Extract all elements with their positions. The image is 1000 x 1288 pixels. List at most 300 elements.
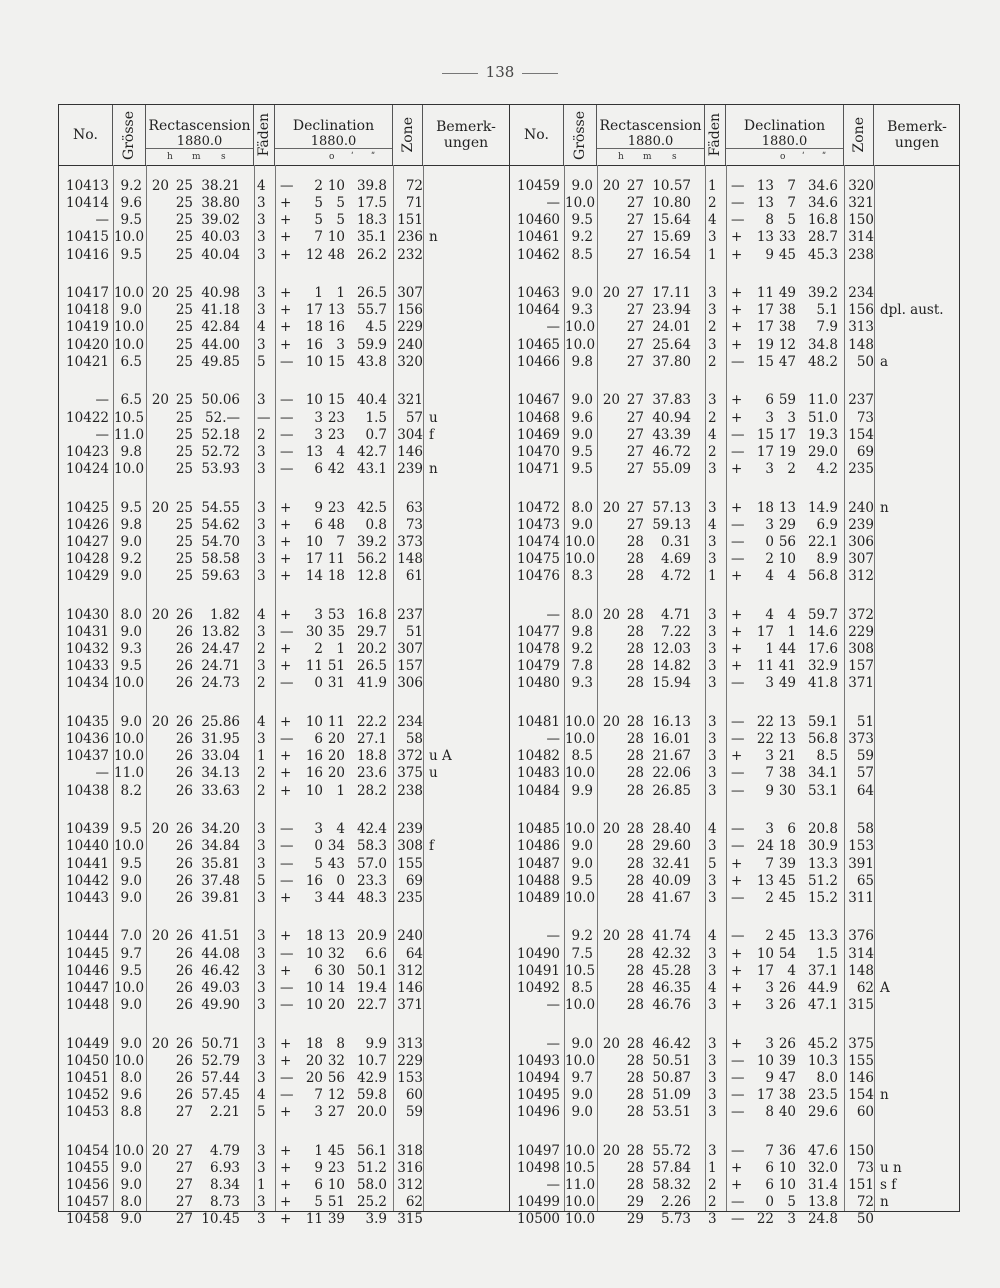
star-number: 10415 bbox=[66, 229, 109, 246]
ra-minutes: 26 bbox=[175, 928, 193, 945]
threads: 4 bbox=[257, 319, 266, 336]
dec-minutes: 19 bbox=[778, 443, 796, 460]
ra-minutes: 26 bbox=[175, 765, 193, 782]
star-number: 10428 bbox=[66, 551, 109, 568]
threads: 3 bbox=[708, 229, 717, 246]
zone: 307 bbox=[848, 551, 874, 568]
ra-minutes: 27 bbox=[175, 1194, 193, 1211]
dec-sign: — bbox=[280, 1069, 294, 1086]
dec-degrees: 9 bbox=[314, 499, 323, 516]
threads: 3 bbox=[708, 551, 717, 568]
zone: 312 bbox=[848, 568, 874, 585]
ra-seconds: 14.82 bbox=[652, 658, 691, 675]
magnitude: 9.6 bbox=[120, 1087, 142, 1104]
ra-minutes: 27 bbox=[626, 336, 644, 353]
ra-minutes: 28 bbox=[626, 533, 644, 550]
catalog-row bbox=[510, 319, 960, 336]
header-rectascension: Rectascension 1880.0 h m s bbox=[597, 105, 705, 165]
catalog-row bbox=[59, 856, 509, 873]
ra-seconds: 16.54 bbox=[652, 246, 691, 263]
dec-minutes: 3 bbox=[787, 1211, 796, 1228]
dec-minutes: 4 bbox=[336, 821, 345, 838]
dec-sign: + bbox=[280, 302, 292, 319]
dec-degrees: 1 bbox=[314, 1142, 323, 1159]
ra-seconds: 52.72 bbox=[201, 443, 240, 460]
catalog-row bbox=[59, 607, 509, 624]
threads: 2 bbox=[708, 195, 717, 212]
star-number: 10417 bbox=[66, 285, 109, 302]
magnitude: 8.2 bbox=[120, 782, 142, 799]
dec-degrees: 11 bbox=[305, 658, 323, 675]
dec-sign: — bbox=[731, 821, 745, 838]
dec-minutes: 20 bbox=[327, 996, 345, 1013]
dec-minutes: 47 bbox=[778, 353, 796, 370]
ra-seconds: 24.73 bbox=[201, 675, 240, 692]
dec-degrees: 16 bbox=[305, 336, 323, 353]
ra-minutes: 26 bbox=[175, 838, 193, 855]
remarks: n bbox=[880, 1194, 889, 1211]
ra-seconds: 52.79 bbox=[201, 1052, 240, 1069]
dec-seconds: 59.7 bbox=[807, 606, 838, 623]
star-number: 10480 bbox=[517, 675, 560, 692]
dec-seconds: 8.9 bbox=[816, 551, 838, 568]
header-no: No. bbox=[59, 105, 113, 165]
ra-minutes: 28 bbox=[626, 1035, 644, 1052]
dec-minutes: 51 bbox=[327, 658, 345, 675]
threads: 3 bbox=[257, 516, 266, 533]
dec-minutes: 38 bbox=[778, 765, 796, 782]
remarks: n bbox=[880, 1087, 889, 1104]
dec-minutes: 26 bbox=[778, 1035, 796, 1052]
dec-sign: + bbox=[280, 499, 292, 516]
catalog-row bbox=[510, 873, 960, 890]
catalog-row bbox=[510, 212, 960, 229]
zone: 313 bbox=[397, 1035, 423, 1052]
star-number: 10422 bbox=[66, 409, 109, 426]
ra-hours: 20 bbox=[602, 928, 620, 945]
ra-seconds: 35.81 bbox=[201, 855, 240, 872]
star-number: 10419 bbox=[66, 319, 109, 336]
threads: 3 bbox=[257, 212, 266, 229]
dec-minutes: 30 bbox=[778, 782, 796, 799]
ra-minutes: 26 bbox=[175, 945, 193, 962]
ra-seconds: 52.— bbox=[205, 409, 240, 426]
dec-seconds: 47.6 bbox=[807, 1142, 838, 1159]
zone: 239 bbox=[397, 821, 423, 838]
star-number: 10498 bbox=[517, 1159, 560, 1176]
threads: 3 bbox=[708, 782, 717, 799]
star-number: 10486 bbox=[517, 838, 560, 855]
column-header-row bbox=[510, 105, 960, 166]
star-number: 10451 bbox=[66, 1069, 109, 1086]
star-number: 10425 bbox=[66, 499, 109, 516]
dec-minutes: 3 bbox=[336, 336, 345, 353]
dec-sign: — bbox=[731, 1142, 745, 1159]
magnitude: 6.5 bbox=[120, 392, 142, 409]
magnitude: 9.5 bbox=[571, 872, 593, 889]
magnitude: 8.5 bbox=[571, 979, 593, 996]
catalog-row bbox=[510, 178, 960, 195]
dec-sign: + bbox=[731, 979, 743, 996]
dec-degrees: 0 bbox=[765, 1194, 774, 1211]
ra-seconds: 2.26 bbox=[660, 1194, 691, 1211]
catalog-row bbox=[59, 890, 509, 907]
dec-degrees: 17 bbox=[756, 962, 774, 979]
magnitude: 9.9 bbox=[571, 782, 593, 799]
dec-seconds: 17.6 bbox=[807, 641, 838, 658]
star-number: 10434 bbox=[66, 675, 109, 692]
dec-minutes: 39 bbox=[327, 1211, 345, 1228]
dec-sign: — bbox=[280, 623, 294, 640]
magnitude: 10.5 bbox=[565, 962, 596, 979]
ra-seconds: 28.40 bbox=[652, 821, 691, 838]
catalog-row bbox=[510, 337, 960, 354]
catalog-row bbox=[510, 195, 960, 212]
threads: 3 bbox=[257, 821, 266, 838]
dec-degrees: 3 bbox=[314, 606, 323, 623]
dec-minutes: 49 bbox=[778, 675, 796, 692]
dec-degrees: 18 bbox=[305, 1035, 323, 1052]
magnitude: 7.5 bbox=[571, 945, 593, 962]
ra-seconds: 4.79 bbox=[209, 1142, 240, 1159]
dec-seconds: 59.1 bbox=[807, 714, 838, 731]
dec-seconds: 32.0 bbox=[807, 1159, 838, 1176]
threads: 3 bbox=[708, 460, 717, 477]
magnitude: 10.0 bbox=[114, 748, 145, 765]
star-number: — bbox=[546, 319, 560, 336]
dec-degrees: 6 bbox=[314, 731, 323, 748]
magnitude: 9.0 bbox=[120, 302, 142, 319]
ra-hours: 20 bbox=[602, 1142, 620, 1159]
ra-seconds: 40.04 bbox=[201, 246, 240, 263]
catalog-row bbox=[59, 1194, 509, 1211]
threads: 3 bbox=[257, 533, 266, 550]
ra-minutes: 28 bbox=[626, 996, 644, 1013]
dec-seconds: 50.1 bbox=[356, 962, 387, 979]
ra-seconds: 49.03 bbox=[201, 979, 240, 996]
zone: 308 bbox=[848, 641, 874, 658]
ra-seconds: 59.63 bbox=[201, 568, 240, 585]
dec-sign: + bbox=[731, 319, 743, 336]
star-number: 10435 bbox=[66, 714, 109, 731]
dec-degrees: 11 bbox=[305, 1211, 323, 1228]
threads: 3 bbox=[708, 1069, 717, 1086]
star-number: 10418 bbox=[66, 302, 109, 319]
dec-minutes: 38 bbox=[778, 302, 796, 319]
star-number: 10447 bbox=[66, 979, 109, 996]
dec-degrees: 17 bbox=[756, 1087, 774, 1104]
ra-minutes: 25 bbox=[175, 533, 193, 550]
zone: 57 bbox=[856, 765, 874, 782]
magnitude: 10.0 bbox=[114, 336, 145, 353]
ra-minutes: 27 bbox=[626, 516, 644, 533]
dec-seconds: 16.8 bbox=[807, 212, 838, 229]
ra-seconds: 43.39 bbox=[652, 426, 691, 443]
dec-seconds: 28.7 bbox=[807, 229, 838, 246]
dec-sign: + bbox=[280, 1142, 292, 1159]
dec-degrees: 4 bbox=[765, 568, 774, 585]
star-number: 10424 bbox=[66, 460, 109, 477]
catalog-row bbox=[59, 1177, 509, 1194]
ra-minutes: 27 bbox=[175, 1159, 193, 1176]
magnitude: 8.0 bbox=[120, 1194, 142, 1211]
dec-degrees: 6 bbox=[314, 1177, 323, 1194]
dec-degrees: 13 bbox=[756, 872, 774, 889]
ra-seconds: 58.58 bbox=[201, 551, 240, 568]
ra-seconds: 45.28 bbox=[652, 962, 691, 979]
dec-sign: + bbox=[280, 606, 292, 623]
zone: 375 bbox=[848, 1035, 874, 1052]
threads: 3 bbox=[708, 606, 717, 623]
ra-minutes: 28 bbox=[626, 1087, 644, 1104]
star-number: 10473 bbox=[517, 516, 560, 533]
dec-sign: + bbox=[280, 319, 292, 336]
ra-seconds: 1.82 bbox=[209, 606, 240, 623]
threads: 2 bbox=[708, 443, 717, 460]
magnitude: 9.0 bbox=[120, 1035, 142, 1052]
threads: 3 bbox=[708, 1052, 717, 1069]
star-number: 10436 bbox=[66, 731, 109, 748]
dec-sign: + bbox=[280, 1159, 292, 1176]
star-number: 10496 bbox=[517, 1104, 560, 1121]
ra-minutes: 28 bbox=[626, 872, 644, 889]
ra-seconds: 26.85 bbox=[652, 782, 691, 799]
dec-minutes: 45 bbox=[778, 872, 796, 889]
header-zone: Zone bbox=[844, 105, 874, 165]
star-number: 10449 bbox=[66, 1035, 109, 1052]
catalog-row bbox=[59, 178, 509, 195]
dec-seconds: 4.2 bbox=[816, 460, 838, 477]
threads: 3 bbox=[708, 675, 717, 692]
ra-hours: 20 bbox=[151, 928, 169, 945]
zone: 312 bbox=[397, 962, 423, 979]
dec-minutes: 3 bbox=[787, 409, 796, 426]
catalog-row bbox=[59, 980, 509, 997]
dec-sign: + bbox=[731, 641, 743, 658]
ra-seconds: 40.94 bbox=[652, 409, 691, 426]
zone: 50 bbox=[856, 1211, 874, 1228]
ra-minutes: 25 bbox=[175, 229, 193, 246]
dec-degrees: 2 bbox=[765, 551, 774, 568]
star-number: 10487 bbox=[517, 855, 560, 872]
zone: 316 bbox=[397, 1159, 423, 1176]
star-number: 10455 bbox=[66, 1159, 109, 1176]
dec-degrees: 5 bbox=[314, 195, 323, 212]
magnitude: 9.6 bbox=[571, 409, 593, 426]
dec-minutes: 7 bbox=[787, 178, 796, 194]
catalog-row bbox=[510, 641, 960, 658]
ra-minutes: 28 bbox=[626, 641, 644, 658]
dec-minutes: 18 bbox=[778, 838, 796, 855]
zone: 229 bbox=[397, 319, 423, 336]
ra-minutes: 25 bbox=[175, 336, 193, 353]
star-number: 10463 bbox=[517, 285, 560, 302]
dec-degrees: 7 bbox=[765, 855, 774, 872]
threads: 2 bbox=[708, 1177, 717, 1194]
dec-minutes: 26 bbox=[778, 996, 796, 1013]
dec-minutes: 1 bbox=[336, 641, 345, 658]
dec-minutes: 13 bbox=[778, 714, 796, 731]
catalog-row bbox=[510, 551, 960, 568]
ra-minutes: 27 bbox=[175, 1142, 193, 1159]
ra-seconds: 42.84 bbox=[201, 319, 240, 336]
star-number: 10445 bbox=[66, 945, 109, 962]
catalog-row bbox=[510, 624, 960, 641]
catalog-row bbox=[510, 890, 960, 907]
ra-minutes: 26 bbox=[175, 1087, 193, 1104]
threads: 1 bbox=[708, 178, 717, 194]
dec-sign: — bbox=[280, 838, 294, 855]
dec-seconds: 56.8 bbox=[807, 568, 838, 585]
zone: 318 bbox=[397, 1142, 423, 1159]
magnitude: 8.8 bbox=[120, 1104, 142, 1121]
dec-sign: + bbox=[280, 962, 292, 979]
dec-seconds: 10.7 bbox=[356, 1052, 387, 1069]
magnitude: 8.0 bbox=[120, 606, 142, 623]
dec-seconds: 58.0 bbox=[356, 1177, 387, 1194]
magnitude: 10.0 bbox=[565, 821, 596, 838]
ra-minutes: 25 bbox=[175, 568, 193, 585]
dec-sign: + bbox=[731, 945, 743, 962]
ra-minutes: 27 bbox=[626, 409, 644, 426]
ra-minutes: 25 bbox=[175, 551, 193, 568]
ra-minutes: 28 bbox=[626, 748, 644, 765]
catalog-row bbox=[510, 748, 960, 765]
ra-minutes: 28 bbox=[626, 979, 644, 996]
ra-minutes: 28 bbox=[626, 1104, 644, 1121]
catalog-row bbox=[510, 568, 960, 585]
star-number: — bbox=[95, 426, 109, 443]
catalog-row bbox=[59, 1143, 509, 1160]
star-number: 10437 bbox=[66, 748, 109, 765]
dec-sign: — bbox=[731, 212, 745, 229]
star-number: 10448 bbox=[66, 996, 109, 1013]
zone: 150 bbox=[848, 1142, 874, 1159]
magnitude: 9.0 bbox=[571, 392, 593, 409]
zone: 373 bbox=[397, 533, 423, 550]
star-number: 10483 bbox=[517, 765, 560, 782]
dec-sign: + bbox=[731, 872, 743, 889]
zone: 155 bbox=[848, 1052, 874, 1069]
ra-minutes: 27 bbox=[626, 319, 644, 336]
ra-seconds: 4.69 bbox=[660, 551, 691, 568]
dec-sign: — bbox=[731, 731, 745, 748]
magnitude: 8.5 bbox=[571, 748, 593, 765]
dec-minutes: 10 bbox=[778, 1159, 796, 1176]
ra-hours: 20 bbox=[602, 285, 620, 302]
ra-seconds: 37.48 bbox=[201, 872, 240, 889]
magnitude: 10.0 bbox=[114, 319, 145, 336]
star-number: 10497 bbox=[517, 1142, 560, 1159]
catalog-rows bbox=[59, 178, 509, 1229]
dec-sign: — bbox=[280, 945, 294, 962]
dec-sign: — bbox=[280, 996, 294, 1013]
zone: 61 bbox=[405, 568, 423, 585]
catalog-row bbox=[510, 856, 960, 873]
ra-seconds: 10.57 bbox=[652, 178, 691, 194]
magnitude: 9.0 bbox=[571, 838, 593, 855]
star-number: 10446 bbox=[66, 962, 109, 979]
dec-seconds: 27.1 bbox=[356, 731, 387, 748]
magnitude: 10.0 bbox=[114, 675, 145, 692]
ra-minutes: 27 bbox=[626, 178, 644, 194]
catalog-row bbox=[59, 714, 509, 731]
threads: 3 bbox=[708, 996, 717, 1013]
ra-seconds: 15.69 bbox=[652, 229, 691, 246]
dec-seconds: 32.9 bbox=[807, 658, 838, 675]
ra-seconds: 25.86 bbox=[201, 714, 240, 731]
ra-minutes: 27 bbox=[626, 460, 644, 477]
star-number: 10495 bbox=[517, 1087, 560, 1104]
ra-minutes: 28 bbox=[626, 731, 644, 748]
catalog-row bbox=[59, 997, 509, 1014]
dec-minutes: 44 bbox=[327, 889, 345, 906]
dec-degrees: 6 bbox=[314, 516, 323, 533]
threads: 3 bbox=[257, 1069, 266, 1086]
dec-degrees: 9 bbox=[765, 1069, 774, 1086]
remarks: A bbox=[880, 979, 890, 996]
magnitude: 10.0 bbox=[114, 1052, 145, 1069]
zone: 72 bbox=[856, 1194, 874, 1211]
dec-seconds: 3.9 bbox=[365, 1211, 387, 1228]
ra-minutes: 27 bbox=[626, 302, 644, 319]
dec-degrees: 18 bbox=[756, 499, 774, 516]
dec-sign: + bbox=[731, 996, 743, 1013]
ra-minutes: 25 bbox=[175, 443, 193, 460]
catalog-row bbox=[510, 783, 960, 800]
dec-degrees: 5 bbox=[314, 1194, 323, 1211]
zone: 64 bbox=[856, 782, 874, 799]
catalog-row bbox=[510, 229, 960, 246]
dec-degrees: 2 bbox=[314, 641, 323, 658]
ra-seconds: 7.22 bbox=[660, 623, 691, 640]
dec-sign: — bbox=[280, 821, 294, 838]
ra-minutes: 25 bbox=[175, 409, 193, 426]
dec-seconds: 20.9 bbox=[356, 928, 387, 945]
star-number: 10439 bbox=[66, 821, 109, 838]
ra-minutes: 25 bbox=[175, 460, 193, 477]
zone: 235 bbox=[848, 460, 874, 477]
dec-minutes: 13 bbox=[327, 928, 345, 945]
ra-hours: 20 bbox=[602, 178, 620, 194]
zone: 157 bbox=[848, 658, 874, 675]
zone: 73 bbox=[856, 409, 874, 426]
catalog-right-half bbox=[509, 105, 960, 1228]
dec-minutes: 7 bbox=[336, 533, 345, 550]
magnitude: 9.7 bbox=[571, 1069, 593, 1086]
dec-minutes: 12 bbox=[778, 336, 796, 353]
column-header-row bbox=[59, 105, 509, 166]
zone: 58 bbox=[856, 821, 874, 838]
dec-seconds: 6.6 bbox=[365, 945, 387, 962]
magnitude: 6.5 bbox=[120, 353, 142, 370]
ra-units: h m s bbox=[597, 148, 704, 166]
catalog-row bbox=[510, 1194, 960, 1211]
catalog-row bbox=[510, 1070, 960, 1087]
ra-hours: 20 bbox=[151, 821, 169, 838]
zone: 234 bbox=[848, 285, 874, 302]
dec-seconds: 39.2 bbox=[807, 285, 838, 302]
magnitude: 10.0 bbox=[565, 889, 596, 906]
dec-seconds: 23.3 bbox=[356, 872, 387, 889]
threads: 5 bbox=[257, 872, 266, 889]
threads: 3 bbox=[257, 1159, 266, 1176]
threads: 4 bbox=[257, 606, 266, 623]
ra-hours: 20 bbox=[151, 1035, 169, 1052]
magnitude: 9.0 bbox=[571, 855, 593, 872]
dec-minutes: 2 bbox=[787, 460, 796, 477]
dec-sign: + bbox=[280, 928, 292, 945]
